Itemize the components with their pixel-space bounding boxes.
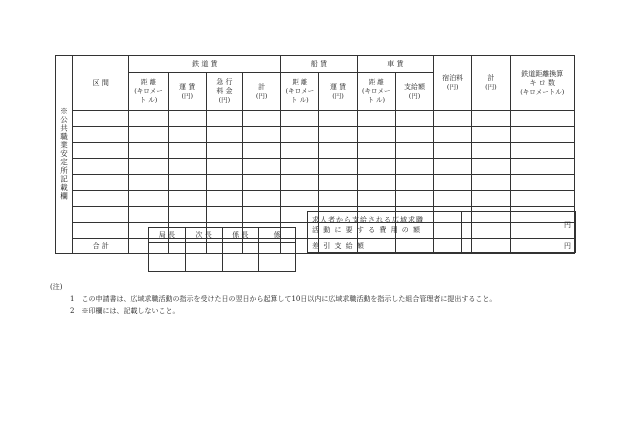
notes-section bbox=[50, 281, 496, 317]
net-payment-amount[interactable]: 円 bbox=[462, 239, 576, 253]
stamp-label-staff: 係 bbox=[259, 228, 296, 243]
car-distance-header: 距 離 (キロメー ト ル) bbox=[357, 73, 395, 111]
express-header: 急 行 料 金 (円) bbox=[206, 73, 242, 111]
ship-group-header: 船 賃 bbox=[281, 56, 357, 73]
table-row bbox=[56, 111, 575, 127]
stamp-cell-deputy[interactable] bbox=[185, 243, 222, 272]
stamp-label-director: 局 長 bbox=[149, 228, 186, 243]
grand-total-header: 計 (円) bbox=[472, 56, 510, 111]
stamp-cell-director[interactable] bbox=[149, 243, 186, 272]
rail-conv-header: 鉄道距離換算 キ ロ 数 (キロメートル) bbox=[510, 56, 575, 111]
notes-title: (注) bbox=[50, 283, 63, 291]
total-row-label: 合 計 bbox=[73, 239, 129, 254]
rail-distance-header: 距 離 (キロメー ト ル) bbox=[129, 73, 168, 111]
table-row bbox=[56, 127, 575, 143]
table-row bbox=[56, 191, 575, 207]
stamp-cell-chief[interactable] bbox=[222, 243, 259, 272]
ship-distance-header: 距 離 (キロメー ト ル) bbox=[281, 73, 319, 111]
table-row bbox=[56, 175, 575, 191]
employer-paid-amount[interactable]: 円 bbox=[462, 212, 576, 239]
side-label-cell bbox=[56, 56, 73, 254]
table-row bbox=[56, 143, 575, 159]
car-group-header: 車 賃 bbox=[357, 56, 433, 73]
totals-box bbox=[307, 211, 576, 253]
stamp-label-chief: 係 長 bbox=[222, 228, 259, 243]
lodging-header: 宿泊料 (円) bbox=[434, 56, 472, 111]
employer-paid-label: 求人者から支給される広域求職 活 動 に 要 す る 費 用 の 額 bbox=[308, 212, 462, 239]
approval-stamp-box bbox=[148, 227, 296, 272]
net-payment-label: 差 引 支 給 額 bbox=[308, 239, 462, 253]
stamp-cell-staff[interactable] bbox=[259, 243, 296, 272]
rail-group-header: 鉄 道 賃 bbox=[129, 56, 281, 73]
car-payment-header: 支給額 (円) bbox=[395, 73, 433, 111]
ship-fare-header: 運 賃 (円) bbox=[319, 73, 357, 111]
note-item-1: 1 この申請書は、広域求職活動の指示を受けた日の翌日から起算して10日以内に広域求職活動を指示した組合管理者に提出すること。 bbox=[70, 295, 497, 303]
rail-subtotal-header: 計 (円) bbox=[243, 73, 281, 111]
rail-fare-header: 運 賃 (円) bbox=[168, 73, 206, 111]
table-row bbox=[56, 159, 575, 175]
note-item-2: 2 ※印欄には、記載しないこと。 bbox=[70, 307, 180, 315]
side-label: ※公共職業安定所記載欄 bbox=[59, 106, 69, 201]
stamp-label-deputy: 次 長 bbox=[185, 228, 222, 243]
section-header: 区 間 bbox=[73, 56, 129, 111]
